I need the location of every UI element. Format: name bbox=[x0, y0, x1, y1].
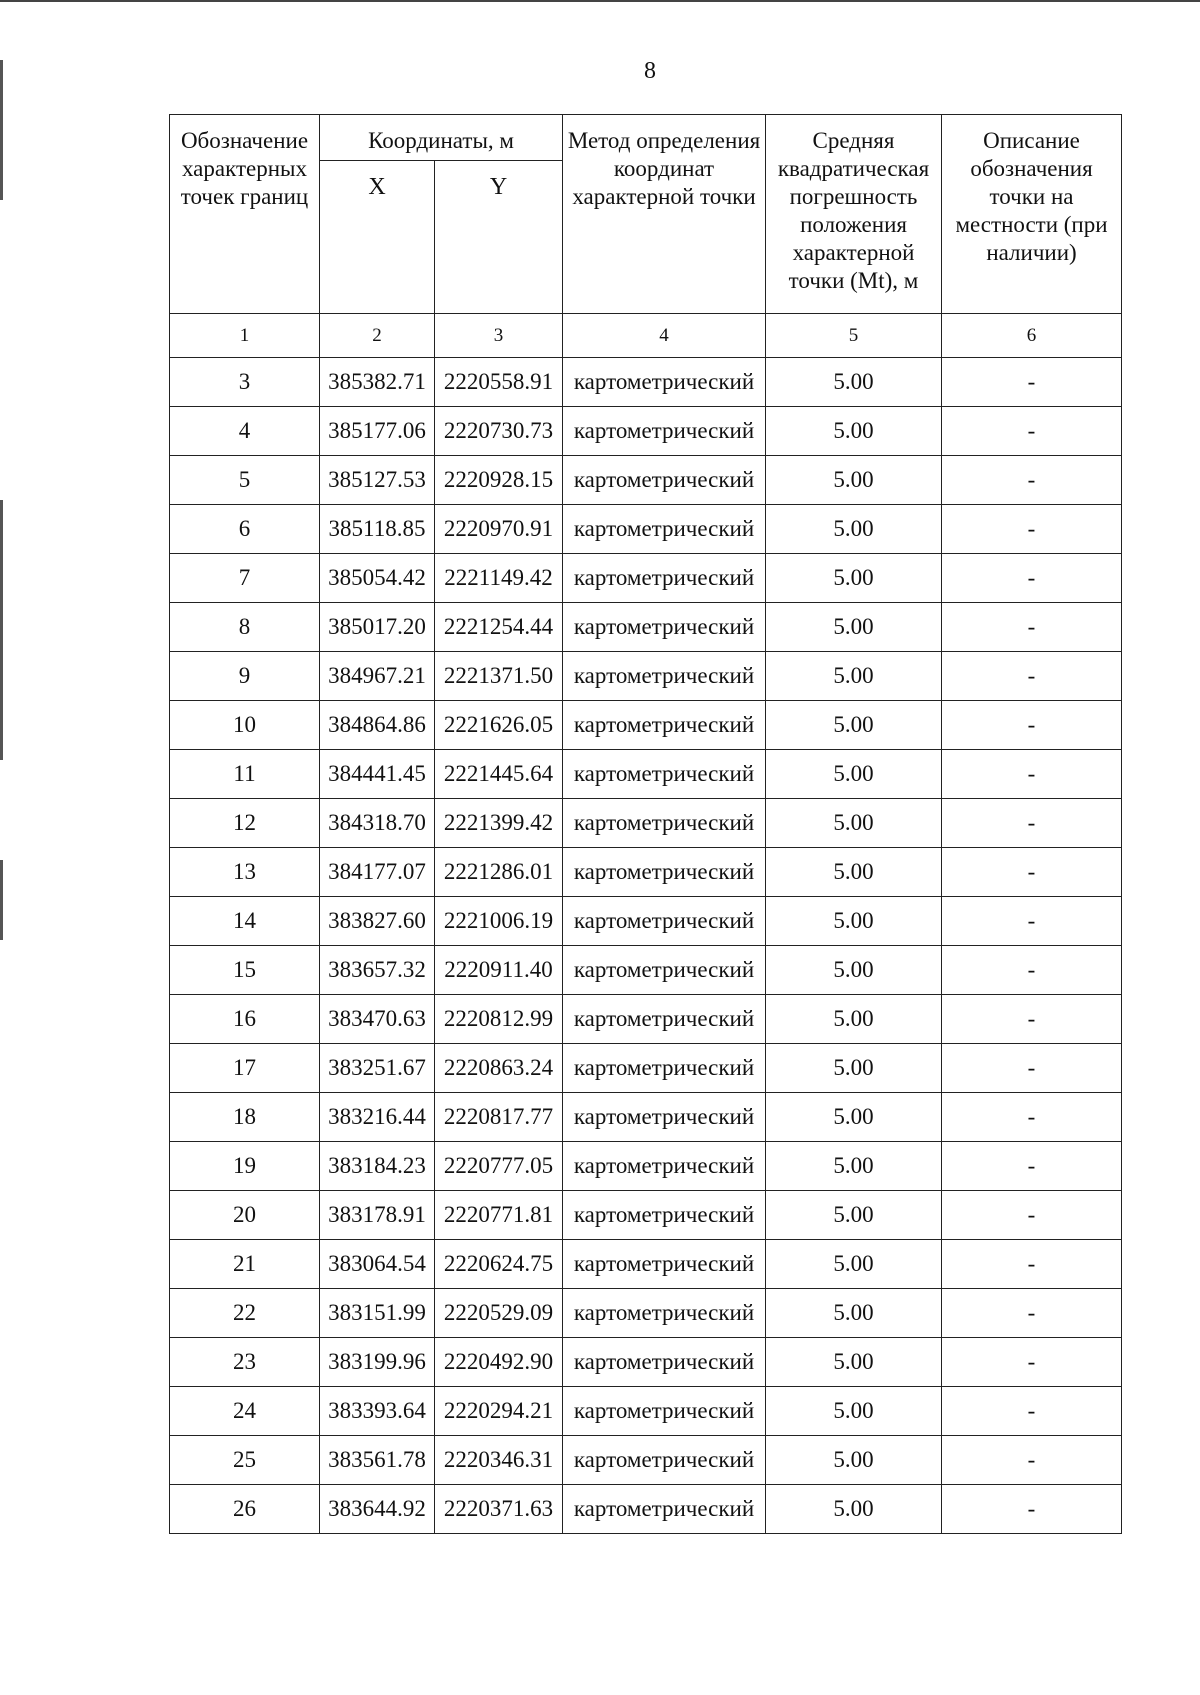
cell-point: 23 bbox=[170, 1338, 320, 1387]
cell-description: - bbox=[942, 1436, 1122, 1485]
cell-description: - bbox=[942, 456, 1122, 505]
cell-x: 383393.64 bbox=[320, 1387, 435, 1436]
cell-y: 2221006.19 bbox=[435, 897, 563, 946]
table-row bbox=[170, 456, 1122, 505]
cell-error: 5.00 bbox=[766, 554, 942, 603]
cell-error: 5.00 bbox=[766, 701, 942, 750]
column-number: 5 bbox=[766, 314, 942, 358]
table-row bbox=[170, 1240, 1122, 1289]
cell-x: 383199.96 bbox=[320, 1338, 435, 1387]
header-designation: Обозначение характерных точек границ bbox=[170, 115, 320, 314]
cell-error: 5.00 bbox=[766, 358, 942, 407]
cell-x: 385177.06 bbox=[320, 407, 435, 456]
cell-point: 15 bbox=[170, 946, 320, 995]
cell-description: - bbox=[942, 1044, 1122, 1093]
cell-error: 5.00 bbox=[766, 652, 942, 701]
cell-method: картометрический bbox=[563, 1044, 766, 1093]
cell-x: 383644.92 bbox=[320, 1485, 435, 1534]
column-number: 3 bbox=[435, 314, 563, 358]
cell-error: 5.00 bbox=[766, 799, 942, 848]
cell-y: 2220817.77 bbox=[435, 1093, 563, 1142]
cell-error: 5.00 bbox=[766, 505, 942, 554]
cell-x: 384177.07 bbox=[320, 848, 435, 897]
cell-description: - bbox=[942, 1240, 1122, 1289]
cell-description: - bbox=[942, 652, 1122, 701]
cell-method: картометрический bbox=[563, 1191, 766, 1240]
table-row bbox=[170, 1044, 1122, 1093]
cell-method: картометрический bbox=[563, 1338, 766, 1387]
table-row bbox=[170, 701, 1122, 750]
cell-point: 18 bbox=[170, 1093, 320, 1142]
table-row bbox=[170, 1338, 1122, 1387]
column-number: 2 bbox=[320, 314, 435, 358]
cell-error: 5.00 bbox=[766, 897, 942, 946]
column-number: 4 bbox=[563, 314, 766, 358]
cell-y: 2220863.24 bbox=[435, 1044, 563, 1093]
scan-left-edge-mark bbox=[0, 860, 3, 940]
cell-y: 2220812.99 bbox=[435, 995, 563, 1044]
cell-y: 2220294.21 bbox=[435, 1387, 563, 1436]
cell-description: - bbox=[942, 1289, 1122, 1338]
table-row bbox=[170, 1191, 1122, 1240]
column-number: 1 bbox=[170, 314, 320, 358]
cell-method: картометрический bbox=[563, 995, 766, 1044]
table-row bbox=[170, 603, 1122, 652]
header-error: Средняя квадратическая погрешность положения характерной точки (Mt), м bbox=[766, 115, 942, 314]
cell-description: - bbox=[942, 1142, 1122, 1191]
cell-point: 21 bbox=[170, 1240, 320, 1289]
cell-error: 5.00 bbox=[766, 1338, 942, 1387]
cell-point: 7 bbox=[170, 554, 320, 603]
cell-x: 385382.71 bbox=[320, 358, 435, 407]
cell-error: 5.00 bbox=[766, 1240, 942, 1289]
cell-point: 13 bbox=[170, 848, 320, 897]
cell-description: - bbox=[942, 750, 1122, 799]
cell-description: - bbox=[942, 799, 1122, 848]
table-header bbox=[170, 115, 1122, 358]
cell-error: 5.00 bbox=[766, 1289, 942, 1338]
cell-x: 385054.42 bbox=[320, 554, 435, 603]
cell-x: 383251.67 bbox=[320, 1044, 435, 1093]
cell-x: 383561.78 bbox=[320, 1436, 435, 1485]
cell-point: 17 bbox=[170, 1044, 320, 1093]
cell-error: 5.00 bbox=[766, 1485, 942, 1534]
cell-description: - bbox=[942, 848, 1122, 897]
cell-y: 2220970.91 bbox=[435, 505, 563, 554]
column-number-row bbox=[170, 314, 1122, 358]
cell-x: 384864.86 bbox=[320, 701, 435, 750]
cell-y: 2221371.50 bbox=[435, 652, 563, 701]
cell-error: 5.00 bbox=[766, 1191, 942, 1240]
cell-y: 2221286.01 bbox=[435, 848, 563, 897]
cell-x: 385127.53 bbox=[320, 456, 435, 505]
scan-top-edge bbox=[0, 0, 1200, 2]
cell-point: 16 bbox=[170, 995, 320, 1044]
cell-method: картометрический bbox=[563, 505, 766, 554]
table-row bbox=[170, 505, 1122, 554]
cell-error: 5.00 bbox=[766, 995, 942, 1044]
cell-description: - bbox=[942, 701, 1122, 750]
cell-error: 5.00 bbox=[766, 848, 942, 897]
table-row bbox=[170, 1093, 1122, 1142]
cell-point: 24 bbox=[170, 1387, 320, 1436]
cell-point: 20 bbox=[170, 1191, 320, 1240]
cell-y: 2221626.05 bbox=[435, 701, 563, 750]
cell-method: картометрический bbox=[563, 603, 766, 652]
cell-x: 384967.21 bbox=[320, 652, 435, 701]
cell-error: 5.00 bbox=[766, 1044, 942, 1093]
cell-description: - bbox=[942, 505, 1122, 554]
cell-x: 383064.54 bbox=[320, 1240, 435, 1289]
cell-method: картометрический bbox=[563, 799, 766, 848]
cell-description: - bbox=[942, 995, 1122, 1044]
cell-x: 384441.45 bbox=[320, 750, 435, 799]
cell-point: 4 bbox=[170, 407, 320, 456]
cell-error: 5.00 bbox=[766, 603, 942, 652]
cell-x: 384318.70 bbox=[320, 799, 435, 848]
cell-method: картометрический bbox=[563, 1142, 766, 1191]
cell-method: картометрический bbox=[563, 1093, 766, 1142]
cell-x: 383470.63 bbox=[320, 995, 435, 1044]
table-row bbox=[170, 1485, 1122, 1534]
cell-description: - bbox=[942, 407, 1122, 456]
header-coordinates: Координаты, м bbox=[320, 115, 563, 161]
cell-x: 383827.60 bbox=[320, 897, 435, 946]
cell-y: 2221445.64 bbox=[435, 750, 563, 799]
table-row bbox=[170, 848, 1122, 897]
cell-point: 5 bbox=[170, 456, 320, 505]
cell-point: 10 bbox=[170, 701, 320, 750]
cell-error: 5.00 bbox=[766, 946, 942, 995]
cell-method: картометрический bbox=[563, 1436, 766, 1485]
cell-method: картометрический bbox=[563, 946, 766, 995]
cell-description: - bbox=[942, 946, 1122, 995]
cell-y: 2221149.42 bbox=[435, 554, 563, 603]
cell-method: картометрический bbox=[563, 652, 766, 701]
cell-error: 5.00 bbox=[766, 407, 942, 456]
cell-y: 2220928.15 bbox=[435, 456, 563, 505]
cell-point: 11 bbox=[170, 750, 320, 799]
cell-y: 2221254.44 bbox=[435, 603, 563, 652]
cell-y: 2220492.90 bbox=[435, 1338, 563, 1387]
table-row bbox=[170, 1289, 1122, 1338]
table-row bbox=[170, 750, 1122, 799]
cell-point: 3 bbox=[170, 358, 320, 407]
cell-point: 14 bbox=[170, 897, 320, 946]
table-row bbox=[170, 407, 1122, 456]
cell-description: - bbox=[942, 1093, 1122, 1142]
cell-x: 383216.44 bbox=[320, 1093, 435, 1142]
cell-method: картометрический bbox=[563, 848, 766, 897]
cell-x: 383184.23 bbox=[320, 1142, 435, 1191]
table-row bbox=[170, 995, 1122, 1044]
cell-x: 383178.91 bbox=[320, 1191, 435, 1240]
cell-description: - bbox=[942, 1191, 1122, 1240]
column-number: 6 bbox=[942, 314, 1122, 358]
cell-point: 25 bbox=[170, 1436, 320, 1485]
cell-y: 2220911.40 bbox=[435, 946, 563, 995]
cell-error: 5.00 bbox=[766, 1436, 942, 1485]
table-row bbox=[170, 1387, 1122, 1436]
cell-method: картометрический bbox=[563, 1387, 766, 1436]
cell-method: картометрический bbox=[563, 701, 766, 750]
cell-method: картометрический bbox=[563, 456, 766, 505]
cell-point: 12 bbox=[170, 799, 320, 848]
cell-description: - bbox=[942, 554, 1122, 603]
cell-error: 5.00 bbox=[766, 750, 942, 799]
cell-y: 2221399.42 bbox=[435, 799, 563, 848]
header-y: Y bbox=[435, 161, 563, 314]
cell-point: 6 bbox=[170, 505, 320, 554]
cell-method: картометрический bbox=[563, 554, 766, 603]
cell-point: 22 bbox=[170, 1289, 320, 1338]
header-description: Описание обозначения точки на местности (при наличии) bbox=[942, 115, 1122, 314]
cell-y: 2220529.09 bbox=[435, 1289, 563, 1338]
cell-method: картометрический bbox=[563, 358, 766, 407]
cell-y: 2220346.31 bbox=[435, 1436, 563, 1485]
cell-point: 8 bbox=[170, 603, 320, 652]
table-row bbox=[170, 1436, 1122, 1485]
cell-description: - bbox=[942, 603, 1122, 652]
cell-description: - bbox=[942, 897, 1122, 946]
cell-method: картометрический bbox=[563, 750, 766, 799]
cell-description: - bbox=[942, 1338, 1122, 1387]
table-row bbox=[170, 799, 1122, 848]
table-row bbox=[170, 358, 1122, 407]
cell-x: 383151.99 bbox=[320, 1289, 435, 1338]
cell-description: - bbox=[942, 1387, 1122, 1436]
cell-error: 5.00 bbox=[766, 1387, 942, 1436]
cell-description: - bbox=[942, 1485, 1122, 1534]
cell-y: 2220371.63 bbox=[435, 1485, 563, 1534]
page-number: 8 bbox=[644, 58, 656, 84]
cell-y: 2220624.75 bbox=[435, 1240, 563, 1289]
cell-method: картометрический bbox=[563, 1485, 766, 1534]
cell-y: 2220777.05 bbox=[435, 1142, 563, 1191]
cell-x: 385017.20 bbox=[320, 603, 435, 652]
table-row bbox=[170, 897, 1122, 946]
header-x: X bbox=[320, 161, 435, 314]
scan-left-edge-mark bbox=[0, 500, 3, 760]
coordinates-table bbox=[169, 114, 1122, 1534]
table-body bbox=[170, 358, 1122, 1534]
table-row bbox=[170, 1142, 1122, 1191]
cell-y: 2220771.81 bbox=[435, 1191, 563, 1240]
cell-point: 19 bbox=[170, 1142, 320, 1191]
cell-method: картометрический bbox=[563, 1240, 766, 1289]
table-row bbox=[170, 946, 1122, 995]
header-method: Метод определения координат характерной точки bbox=[563, 115, 766, 314]
cell-y: 2220558.91 bbox=[435, 358, 563, 407]
table-row bbox=[170, 554, 1122, 603]
cell-point: 9 bbox=[170, 652, 320, 701]
cell-x: 385118.85 bbox=[320, 505, 435, 554]
cell-error: 5.00 bbox=[766, 456, 942, 505]
cell-error: 5.00 bbox=[766, 1142, 942, 1191]
cell-method: картометрический bbox=[563, 407, 766, 456]
cell-method: картометрический bbox=[563, 1289, 766, 1338]
cell-description: - bbox=[942, 358, 1122, 407]
cell-x: 383657.32 bbox=[320, 946, 435, 995]
cell-point: 26 bbox=[170, 1485, 320, 1534]
cell-y: 2220730.73 bbox=[435, 407, 563, 456]
cell-error: 5.00 bbox=[766, 1093, 942, 1142]
table-row bbox=[170, 652, 1122, 701]
cell-method: картометрический bbox=[563, 897, 766, 946]
